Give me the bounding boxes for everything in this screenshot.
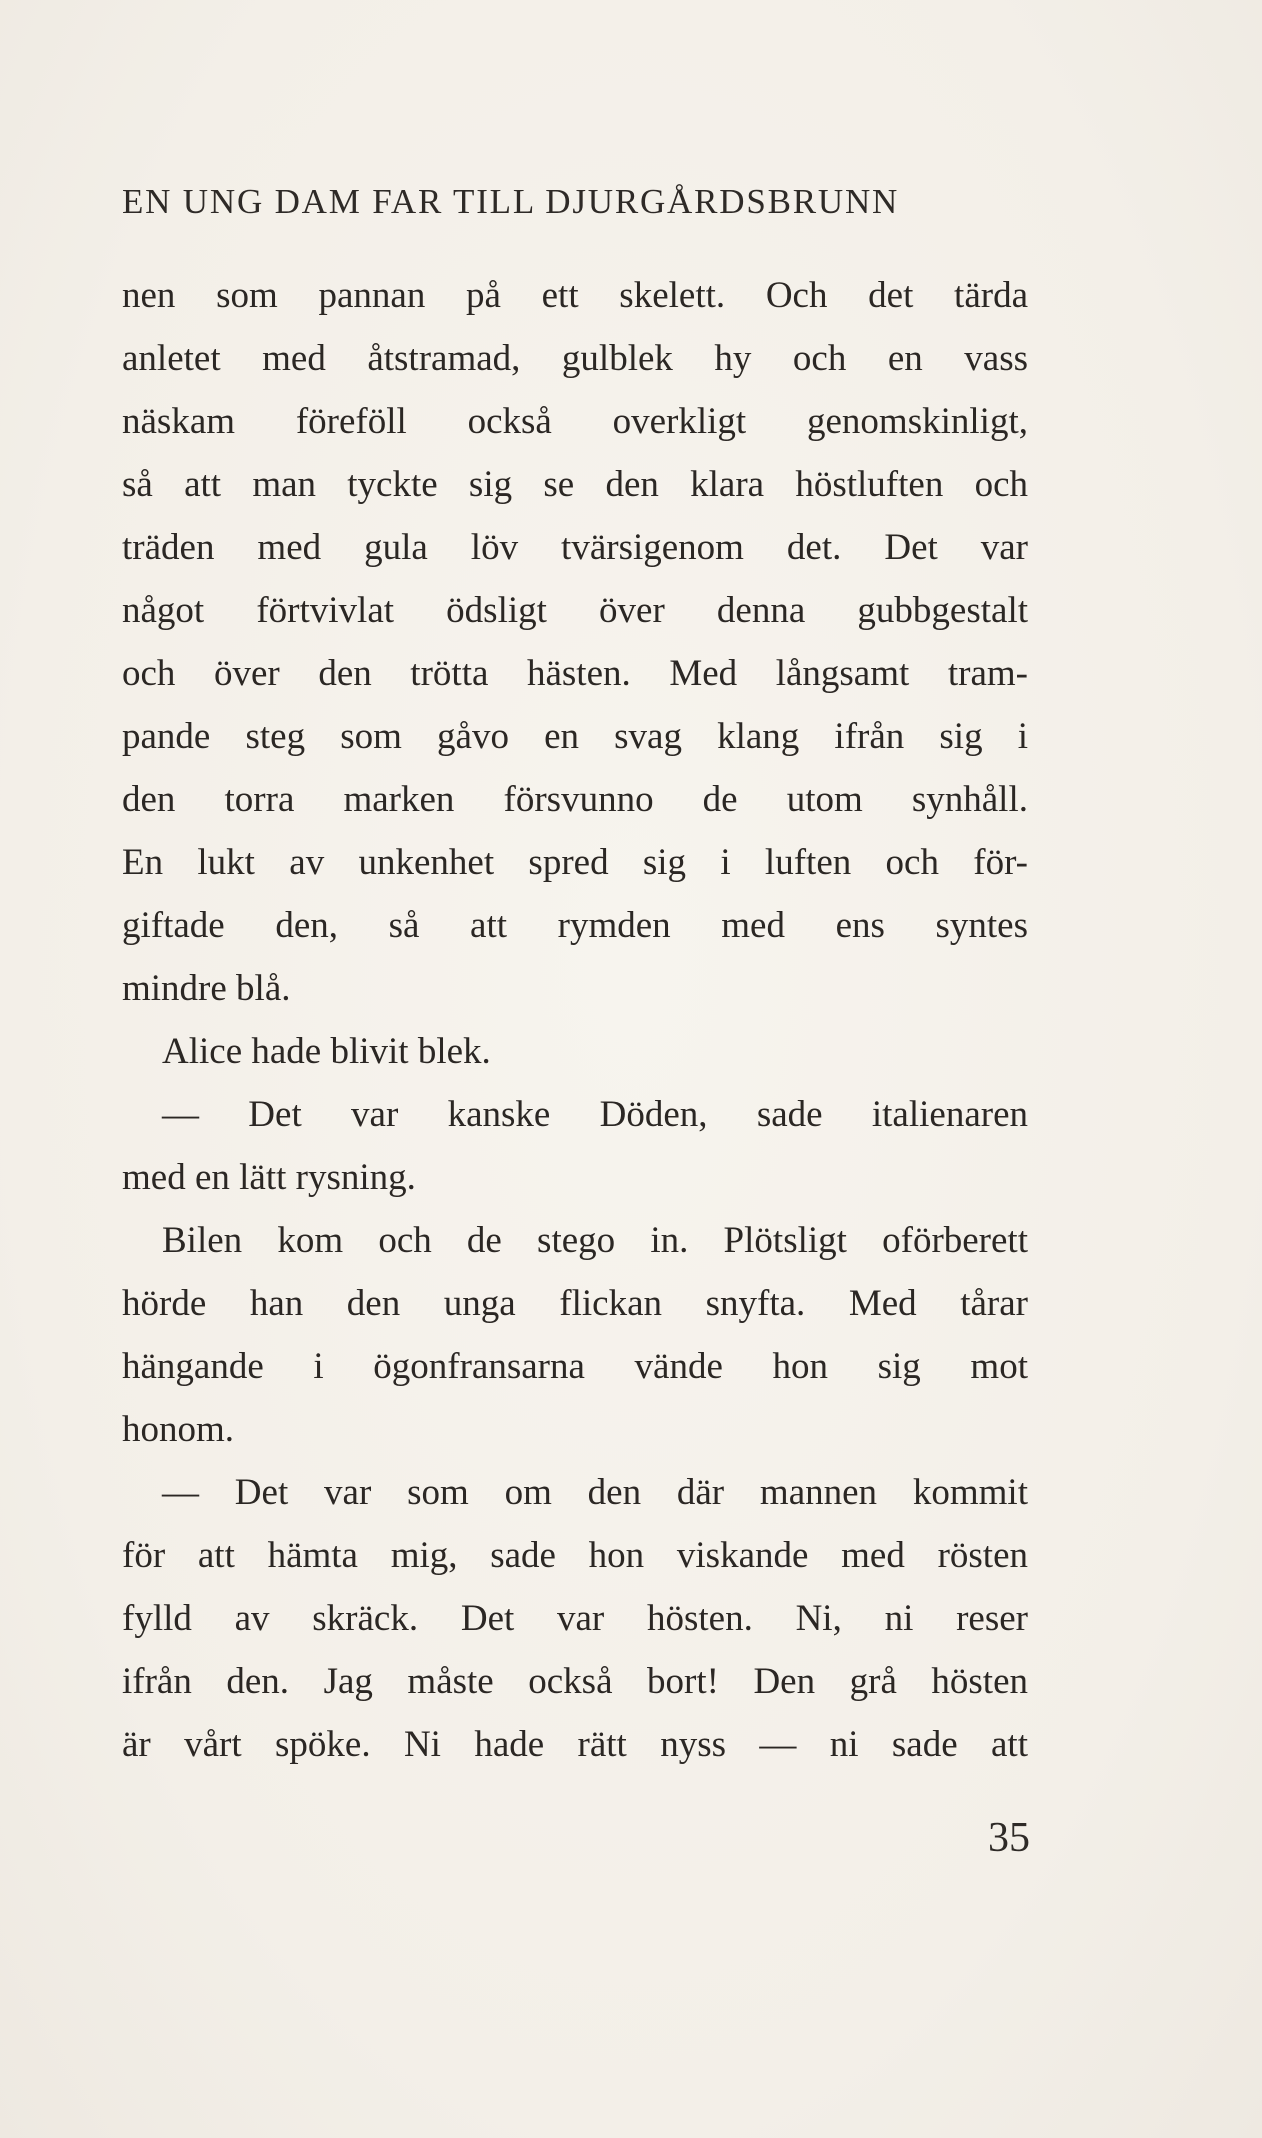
text-line: nen som pannan på ett skelett. Och det tärda bbox=[122, 275, 1028, 316]
text-line: pande steg som gåvo en svag klang ifrån sig i bbox=[122, 716, 1028, 757]
text-line: Alice hade blivit blek. bbox=[162, 1031, 491, 1072]
text-line: anletet med åtstramad, gulblek hy och en vass bbox=[122, 338, 1028, 379]
text-line: för att hämta mig, sade hon viskande med rösten bbox=[122, 1535, 1028, 1576]
text-line: är vårt spöke. Ni hade rätt nyss — ni sade att bbox=[122, 1724, 1028, 1765]
text-line: ifrån den. Jag måste också bort! Den grå hösten bbox=[122, 1661, 1028, 1702]
page-number: 35 bbox=[988, 1815, 1030, 1861]
text-line: — Det var kanske Döden, sade italienaren bbox=[162, 1094, 1028, 1135]
text-line: Bilen kom och de stego in. Plötsligt oförberett bbox=[162, 1220, 1028, 1261]
body-text bbox=[122, 264, 1028, 1776]
text-line: mindre blå. bbox=[122, 968, 291, 1009]
text-line: med en lätt rysning. bbox=[122, 1157, 416, 1198]
text-line: honom. bbox=[122, 1409, 235, 1450]
text-line: En lukt av unkenhet spred sig i luften och för- bbox=[122, 842, 1028, 883]
text-line: och över den trötta hästen. Med långsamt tram- bbox=[122, 653, 1028, 694]
text-line: den torra marken försvunno de utom synhåll. bbox=[122, 779, 1028, 820]
text-line: så att man tyckte sig se den klara höstluften och bbox=[122, 464, 1028, 505]
text-line: näskam föreföll också overkligt genomskinligt, bbox=[122, 401, 1028, 442]
running-head: EN UNG DAM FAR TILL DJURGÅRDSBRUNN bbox=[122, 182, 900, 221]
text-line: fylld av skräck. Det var hösten. Ni, ni reser bbox=[122, 1598, 1028, 1639]
text-line: träden med gula löv tvärsigenom det. Det var bbox=[122, 527, 1028, 568]
text-line: — Det var som om den där mannen kommit bbox=[162, 1472, 1028, 1513]
text-line: något förtvivlat ödsligt över denna gubbgestalt bbox=[122, 590, 1028, 631]
text-line: giftade den, så att rymden med ens syntes bbox=[122, 905, 1028, 946]
text-line: hörde han den unga flickan snyfta. Med tårar bbox=[122, 1283, 1028, 1324]
text-line: hängande i ögonfransarna vände hon sig mot bbox=[122, 1346, 1028, 1387]
